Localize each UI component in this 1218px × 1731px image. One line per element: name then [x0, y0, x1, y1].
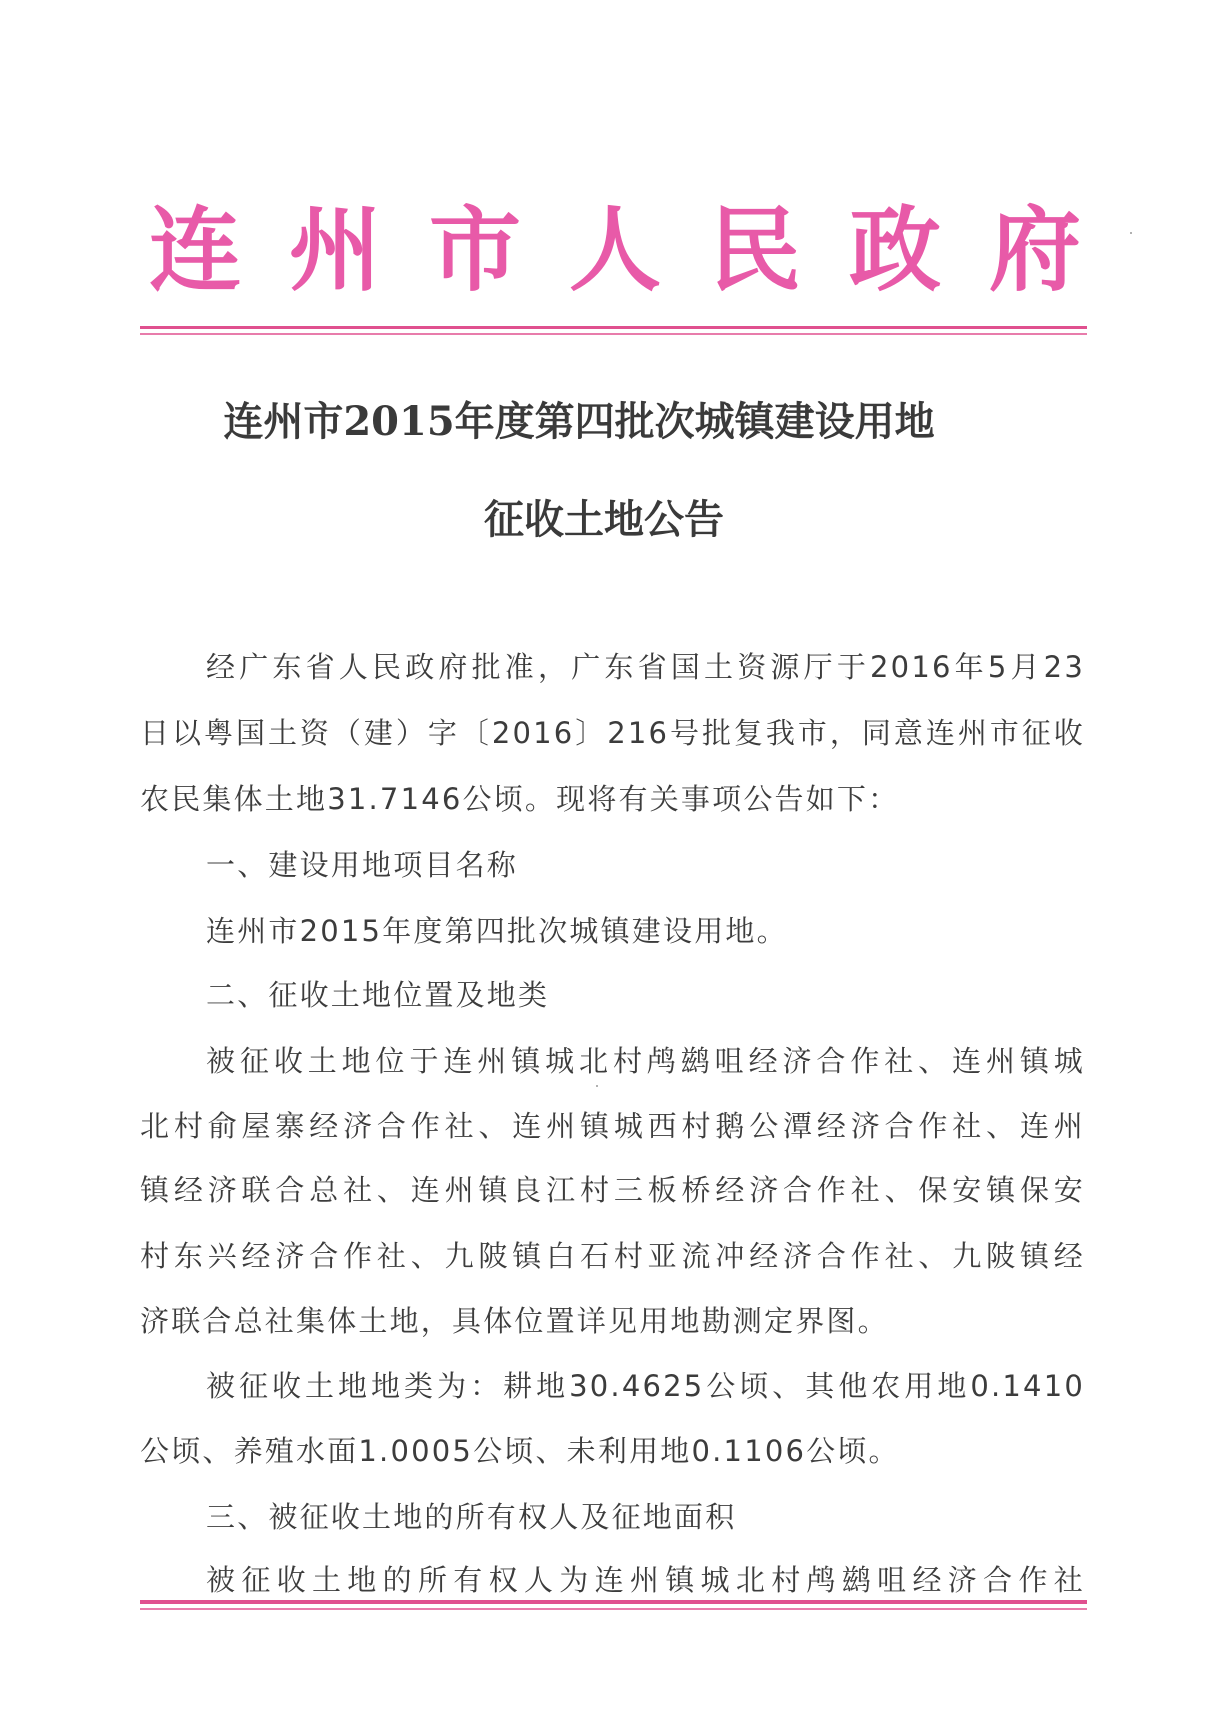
scan-speck: [596, 1085, 598, 1087]
body-line: 被征收土地地类为：耕地30.4625公顷、其他农用地0.1410: [206, 1369, 1085, 1403]
letterhead-char: 连: [148, 196, 241, 304]
notice-title-line-2: 征收土地公告: [484, 496, 724, 543]
body-line: 被征收土地的所有权人为连州镇城北村鸬鹚咀经济合作社: [206, 1563, 1085, 1597]
section-heading-3: 三、被征收土地的所有权人及征地面积: [206, 1500, 737, 1534]
scan-speck: [1130, 232, 1132, 234]
letterhead-char: 州: [288, 196, 381, 304]
body-line: 农民集体土地31.7146公顷。现将有关事项公告如下：: [140, 782, 900, 816]
body-line: 经广东省人民政府批准，广东省国土资源厅于2016年5月23: [206, 650, 1085, 684]
body-line: 日以粤国土资（建）字〔2016〕216号批复我市，同意连州市征收: [140, 716, 1085, 750]
body-line: 镇经济联合总社、连州镇良江村三板桥经济合作社、保安镇保安: [140, 1173, 1085, 1207]
notice-title-line-1: 连州市2015年度第四批次城镇建设用地: [223, 398, 935, 445]
body-line: 北村俞屋寨经济合作社、连州镇城西村鹅公潭经济合作社、连州: [140, 1109, 1085, 1143]
letterhead-char: 政: [848, 196, 941, 304]
footer-red-rule-thin: [140, 1608, 1087, 1610]
body-line: 村东兴经济合作社、九陂镇白石村亚流冲经济合作社、九陂镇经: [140, 1239, 1085, 1273]
section-heading-2: 二、征收土地位置及地类: [206, 978, 550, 1012]
letterhead-char: 人: [568, 196, 661, 304]
letterhead-char: 府: [988, 196, 1081, 304]
body-line: 被征收土地位于连州镇城北村鸬鹚咀经济合作社、连州镇城: [206, 1044, 1085, 1078]
notice-body: [140, 0, 1085, 1731]
letterhead-char: 民: [708, 196, 801, 304]
body-line: 连州市2015年度第四批次城镇建设用地。: [206, 914, 788, 948]
section-heading-1: 一、建设用地项目名称: [206, 848, 519, 882]
body-line: 公顷、养殖水面1.0005公顷、未利用地0.1106公顷。: [140, 1434, 900, 1468]
body-line: 济联合总社集体土地，具体位置详见用地勘测定界图。: [140, 1304, 889, 1338]
footer-red-rule: [140, 1600, 1087, 1604]
letterhead-char: 市: [428, 196, 521, 304]
